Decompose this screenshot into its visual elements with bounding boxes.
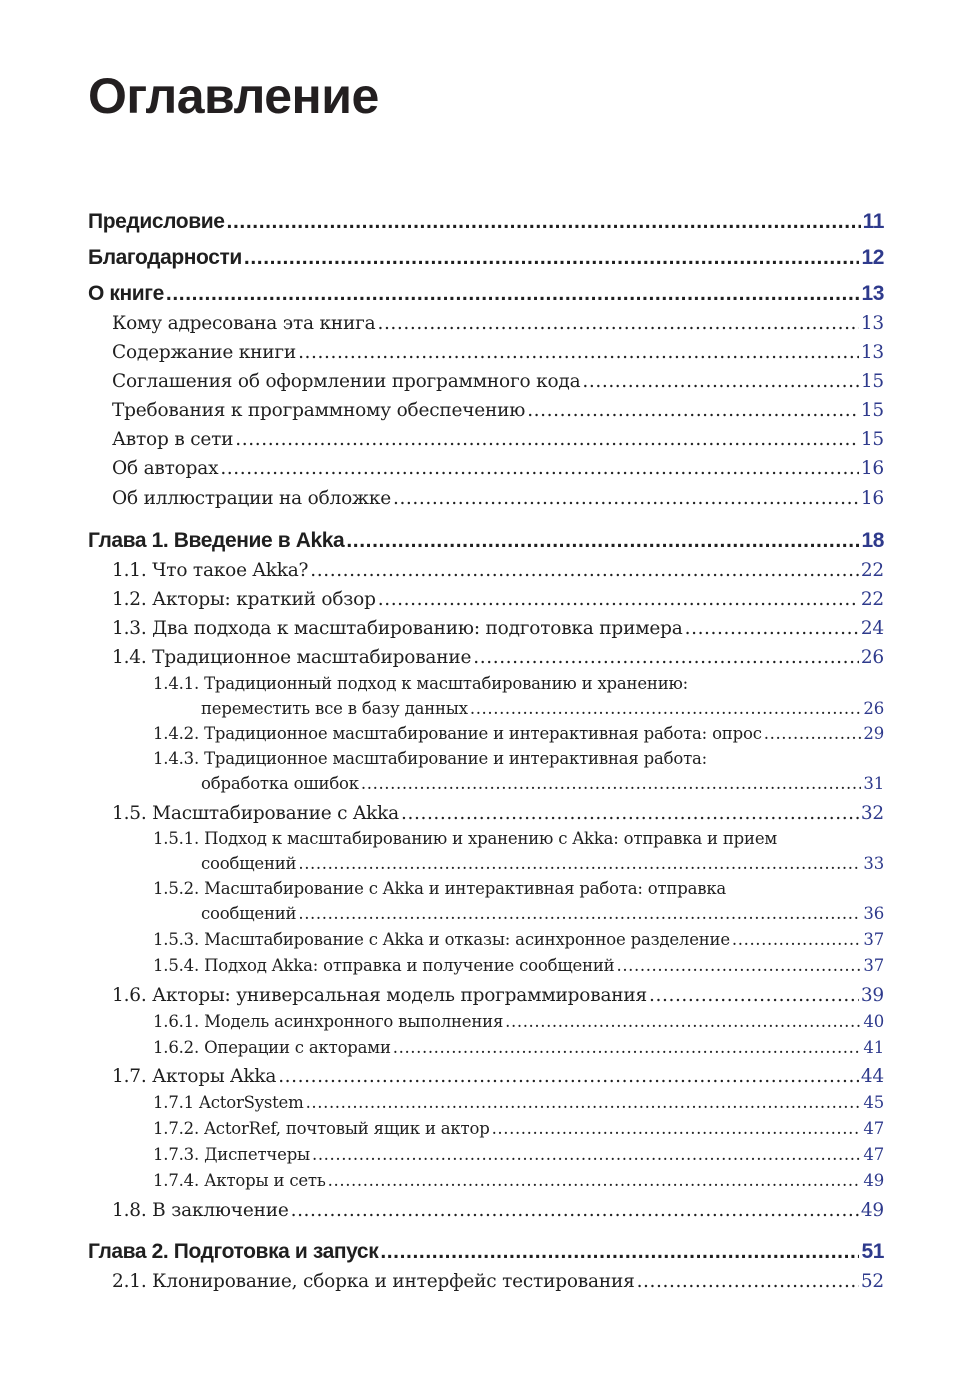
toc-entry-title: Содержание книги (112, 342, 297, 363)
toc-page-number[interactable]: 29 (863, 724, 884, 743)
dot-leader (582, 371, 858, 392)
toc-entry[interactable] (112, 985, 884, 1006)
toc-page-number[interactable]: 31 (863, 774, 884, 793)
toc-page-number[interactable]: 47 (863, 1145, 884, 1164)
toc-entry[interactable] (201, 774, 884, 793)
toc-page-number[interactable]: 49 (863, 1171, 884, 1190)
toc-page-number[interactable]: 13 (861, 282, 884, 305)
toc-entry-title: Кому адресована эта книга (112, 313, 376, 334)
toc-entry-first-line: 1.5.1. Подход к масштабированию и хранению с Akka: отправка и прием (153, 829, 778, 848)
toc-entry-first-line: 1.4.3. Традиционное масштабирование и интерактивная работа: (153, 749, 708, 768)
toc-entry[interactable] (153, 1119, 884, 1138)
dot-leader (298, 854, 861, 873)
toc-entry-title: Глава 2. Подготовка и запуск (88, 1240, 379, 1263)
dot-leader (312, 1145, 861, 1164)
toc-entry-title: 1.1. Что такое Akka? (112, 560, 309, 581)
toc-entry-first-line: 1.5.2. Масштабирование с Akka и интерактивная работа: отправка (153, 879, 727, 898)
dot-leader (306, 1093, 862, 1112)
dot-leader (492, 1119, 862, 1138)
toc-entry[interactable] (112, 458, 884, 479)
dot-leader (220, 458, 859, 479)
toc-entry[interactable] (112, 1066, 884, 1087)
toc-page-number[interactable]: 13 (860, 342, 884, 363)
toc-entry-title: 1.7.2. ActorRef, почтовый ящик и актор (153, 1119, 490, 1138)
toc-entry-title: Глава 1. Введение в Akka (88, 529, 345, 552)
dot-leader (401, 803, 859, 824)
toc-entry-title: Об иллюстрации на обложке (112, 488, 391, 509)
toc-page-number[interactable]: 15 (860, 371, 884, 392)
toc-entry[interactable] (112, 618, 884, 639)
dot-leader (166, 282, 860, 306)
toc-entry-preface[interactable] (88, 210, 884, 234)
toc-page-number[interactable]: 24 (860, 618, 884, 639)
dot-leader (227, 210, 861, 234)
toc-entry-title: Предисловие (88, 210, 225, 233)
toc-entry-title: сообщений (201, 904, 297, 923)
toc-page-number[interactable]: 22 (860, 589, 884, 610)
toc-entry[interactable] (153, 1012, 884, 1031)
toc-entry-title: 1.5.4. Подход Akka: отправка и получение сообщений (153, 956, 615, 975)
toc-page-number[interactable]: 26 (860, 647, 884, 668)
dot-leader (378, 589, 859, 610)
toc-entry-title: 1.6. Акторы: универсальная модель программирования (112, 985, 648, 1006)
toc-page-number[interactable]: 26 (863, 699, 884, 718)
toc-entry-title: 1.4. Традиционное масштабирование (112, 647, 472, 668)
toc-entry[interactable] (112, 371, 884, 392)
toc-page-number[interactable]: 16 (860, 488, 884, 509)
toc-entry-title: Об авторах (112, 458, 219, 479)
toc-page-number[interactable]: 52 (860, 1271, 884, 1292)
dot-leader (377, 313, 858, 334)
toc-page-number[interactable]: 40 (863, 1012, 884, 1031)
toc-page-number[interactable]: 37 (863, 956, 884, 975)
toc-page-number[interactable]: 16 (860, 458, 884, 479)
toc-entry[interactable] (112, 589, 884, 610)
toc-entry[interactable] (201, 699, 884, 718)
dot-leader (310, 560, 859, 581)
dot-leader (298, 904, 861, 923)
toc-entry-title: Автор в сети (112, 429, 234, 450)
toc-entry-title: 1.7. Акторы Akka (112, 1066, 277, 1087)
toc-entry[interactable] (153, 1038, 884, 1057)
dot-leader (393, 488, 859, 509)
dot-leader (649, 985, 859, 1006)
page-title: Оглавление (88, 68, 379, 124)
toc-page-number[interactable]: 49 (860, 1200, 884, 1221)
toc-entry-title: переместить все в базу данных (201, 699, 468, 718)
toc-entry[interactable] (153, 1171, 884, 1190)
toc-page-number[interactable]: 41 (863, 1038, 884, 1057)
toc-entry-title: 1.7.4. Акторы и сеть (153, 1171, 326, 1190)
dot-leader (732, 930, 861, 949)
toc-entry-title: Благодарности (88, 246, 242, 269)
toc-page-number[interactable]: 22 (860, 560, 884, 581)
dot-leader (244, 246, 860, 270)
dot-leader (380, 1240, 859, 1264)
toc-entry[interactable] (112, 429, 884, 450)
toc-entry-title: сообщений (201, 854, 297, 873)
toc-entry-title: обработка ошибок (201, 774, 359, 793)
toc-entry-title: 1.5. Масштабирование с Akka (112, 803, 400, 824)
toc-entry-title: 1.2. Акторы: краткий обзор (112, 589, 376, 610)
toc-entry-chapter-1[interactable] (88, 529, 884, 553)
dot-leader (637, 1271, 859, 1292)
toc-entry[interactable] (112, 647, 884, 668)
toc-entry[interactable] (112, 313, 884, 334)
toc-entry[interactable] (153, 956, 884, 975)
dot-leader (361, 774, 861, 793)
toc-page-number[interactable]: 18 (861, 529, 884, 552)
toc-page-number[interactable]: 15 (860, 400, 884, 421)
dot-leader (473, 647, 859, 668)
dot-leader (393, 1038, 862, 1057)
dot-leader (328, 1171, 862, 1190)
toc-page-number[interactable]: 45 (863, 1093, 884, 1112)
toc-entry[interactable] (153, 1145, 884, 1164)
toc-page-number[interactable]: 33 (863, 854, 884, 873)
toc-page-number[interactable]: 51 (861, 1240, 884, 1263)
dot-leader (470, 699, 862, 718)
toc-page-number[interactable]: 13 (860, 313, 884, 334)
toc-entry[interactable] (112, 1200, 884, 1221)
toc-entry[interactable] (112, 488, 884, 509)
toc-entry[interactable] (112, 560, 884, 581)
dot-leader (291, 1200, 859, 1221)
toc-entry-title: 1.4.2. Традиционное масштабирование и интерактивная работа: опрос (153, 724, 762, 743)
toc-entry-title: Соглашения об оформлении программного кода (112, 371, 581, 392)
toc-page-number[interactable]: 15 (860, 429, 884, 450)
dot-leader (278, 1066, 859, 1087)
toc-entry[interactable] (112, 803, 884, 824)
toc-page-number[interactable]: 39 (860, 985, 884, 1006)
toc-entry-title: 1.3. Два подхода к масштабированию: подготовка примера (112, 618, 683, 639)
dot-leader (685, 618, 859, 639)
dot-leader (527, 400, 859, 421)
toc-entry-title: Требования к программному обеспечению (112, 400, 526, 421)
toc-page-number[interactable]: 11 (862, 210, 884, 233)
toc-entry-title: О книге (88, 282, 164, 305)
toc-entry[interactable] (112, 342, 884, 363)
dot-leader (764, 724, 862, 743)
toc-entry-first-line: 1.4.1. Традиционный подход к масштабированию и хранению: (153, 674, 689, 693)
toc-entry-title: 1.7.3. Диспетчеры (153, 1145, 310, 1164)
toc-entry[interactable] (153, 724, 884, 743)
toc-entry[interactable] (112, 400, 884, 421)
toc-page-number[interactable]: 37 (863, 930, 884, 949)
dot-leader (298, 342, 859, 363)
dot-leader (505, 1012, 861, 1031)
toc-entry-chapter-2[interactable] (88, 1240, 884, 1264)
toc-entry[interactable] (201, 854, 884, 873)
toc-entry-about-book[interactable] (88, 282, 884, 306)
dot-leader (346, 529, 859, 553)
toc-entry[interactable] (153, 930, 884, 949)
toc-entry-title: 1.6.2. Операции с акторами (153, 1038, 391, 1057)
toc-entry[interactable] (201, 904, 884, 923)
toc-entry-acknowledgements[interactable] (88, 246, 884, 270)
toc-entry[interactable] (112, 1271, 884, 1292)
toc-entry[interactable] (153, 1093, 884, 1112)
toc-page-number[interactable]: 47 (863, 1119, 884, 1138)
toc-page-number[interactable]: 12 (861, 246, 884, 269)
toc-entry-title: 1.8. В заключение (112, 1200, 289, 1221)
toc-entry-title: 2.1. Клонирование, сборка и интерфейс тестирования (112, 1271, 635, 1292)
dot-leader (235, 429, 859, 450)
toc-entry-title: 1.6.1. Модель асинхронного выполнения (153, 1012, 504, 1031)
toc-entry-title: 1.5.3. Масштабирование с Akka и отказы: асинхронное разделение (153, 930, 730, 949)
dot-leader (616, 956, 861, 975)
toc-page-number[interactable]: 44 (860, 1066, 884, 1087)
toc-entry-title: 1.7.1 ActorSystem (153, 1093, 304, 1112)
toc-page-number[interactable]: 32 (860, 803, 884, 824)
toc-page-number[interactable]: 36 (863, 904, 884, 923)
